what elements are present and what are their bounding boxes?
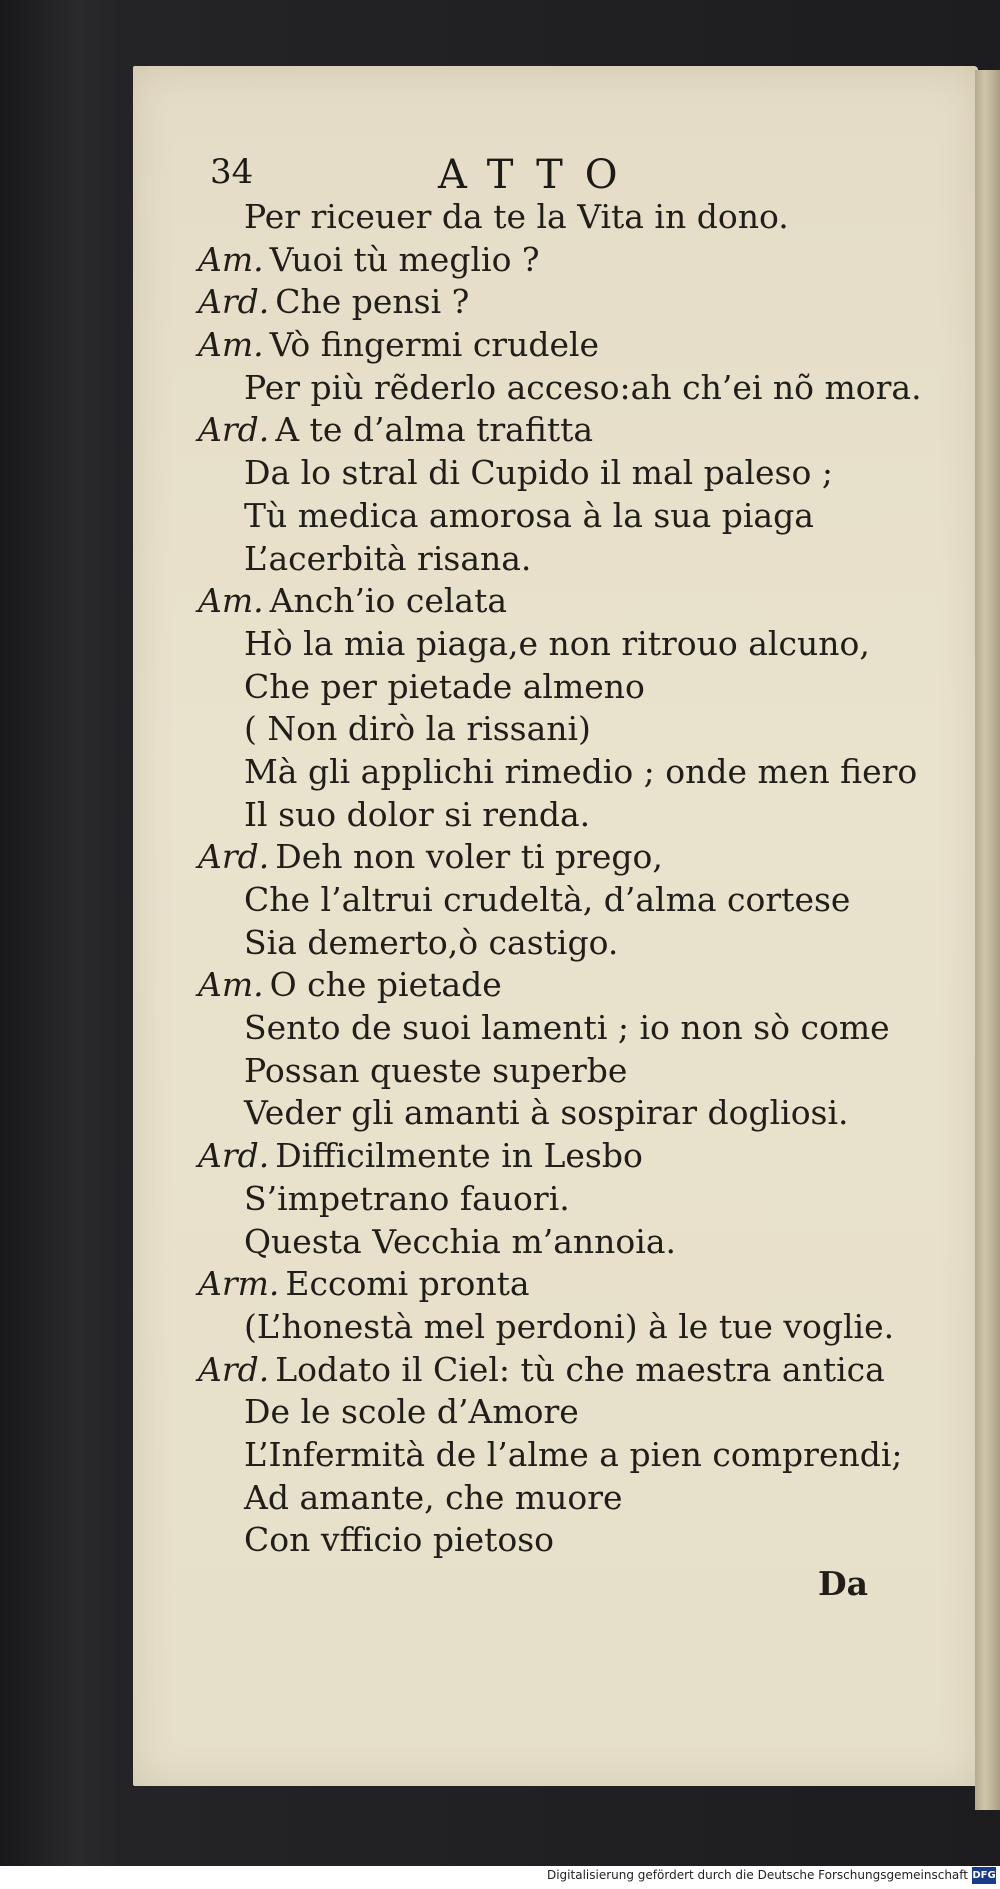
line-text: Anch’io celata bbox=[269, 581, 508, 621]
line-text: Che per pietade almeno bbox=[244, 666, 645, 706]
line-text: Per riceuer da te la Vita in dono. bbox=[244, 197, 789, 236]
line-text: O che pietade bbox=[269, 965, 502, 1005]
speaker-label: Ard. bbox=[198, 1349, 270, 1389]
verse-line bbox=[198, 623, 968, 666]
line-text: Deh non voler ti prego, bbox=[275, 837, 663, 877]
verse-text bbox=[198, 196, 968, 1562]
verse-line bbox=[198, 836, 968, 879]
line-text: Possan queste superbe bbox=[244, 1050, 628, 1090]
verse-line bbox=[198, 495, 968, 538]
line-text: Per più rẽderlo acceso:ah ch’ei nõ mora. bbox=[244, 367, 922, 407]
verse-line bbox=[198, 1135, 968, 1178]
verse-line bbox=[198, 1050, 968, 1093]
line-text: Sia demerto,ò castigo. bbox=[244, 922, 619, 962]
verse-line bbox=[198, 1178, 968, 1221]
verse-line bbox=[198, 879, 968, 922]
verse-line bbox=[198, 409, 968, 452]
verse-line bbox=[198, 1477, 968, 1520]
line-text: Veder gli amanti à sospirar dogliosi. bbox=[244, 1093, 849, 1133]
verse-line bbox=[198, 538, 968, 581]
line-text: Vò fingermi crudele bbox=[269, 325, 600, 365]
line-text: Ad amante, che muore bbox=[244, 1477, 623, 1517]
line-text: (L’honestà mel perdoni) à le tue voglie. bbox=[244, 1306, 895, 1346]
line-text: De le scole d’Amore bbox=[244, 1392, 579, 1432]
line-text: L’Infermità de l’alme a pien comprendi; bbox=[244, 1434, 903, 1474]
verse-line bbox=[198, 708, 968, 751]
verse-line bbox=[198, 922, 968, 965]
funding-notice: Digitalisierung gefördert durch die Deutsche Forschungsgemeinschaft bbox=[546, 1868, 968, 1882]
verse-line bbox=[198, 751, 968, 794]
verse-line bbox=[198, 1434, 968, 1477]
line-text: Mà gli applichi rimedio ; onde men fiero bbox=[244, 751, 918, 791]
verse-line bbox=[198, 452, 968, 495]
verse-line bbox=[198, 324, 968, 367]
line-text: Da lo stral di Cupido il mal paleso ; bbox=[244, 453, 833, 493]
speaker-label: Am. bbox=[198, 965, 264, 1005]
page-number: 34 bbox=[210, 152, 254, 192]
speaker-label: Am. bbox=[198, 581, 264, 621]
line-text: L’acerbità risana. bbox=[244, 538, 532, 578]
speaker-label: Ard. bbox=[198, 282, 270, 322]
speaker-label: Ard. bbox=[198, 1136, 270, 1176]
speaker-label: Ard. bbox=[198, 837, 270, 877]
speaker-label: Arm. bbox=[198, 1264, 280, 1304]
verse-line bbox=[198, 666, 968, 709]
line-text: Hò la mia piaga,e non ritrouo alcuno, bbox=[244, 623, 870, 663]
verse-line bbox=[198, 281, 968, 324]
line-text: Che l’altrui crudeltà, d’alma cortese bbox=[244, 880, 851, 919]
dfg-logo-icon: DFG bbox=[972, 1867, 996, 1884]
running-head: ATTO bbox=[438, 152, 640, 198]
line-text: Questa Vecchia m’annoia. bbox=[244, 1221, 677, 1261]
line-text: ( Non dirò la rissani) bbox=[244, 709, 591, 749]
verse-line bbox=[198, 580, 968, 623]
verse-line bbox=[198, 1221, 968, 1264]
line-text: A te d’alma trafitta bbox=[275, 410, 594, 450]
verse-line bbox=[198, 1391, 968, 1434]
line-text: Sento de suoi lamenti ; io non sò come bbox=[244, 1008, 890, 1048]
speaker-label: Am. bbox=[198, 239, 264, 279]
verse-line bbox=[198, 196, 968, 239]
line-text: Il suo dolor si renda. bbox=[244, 794, 591, 834]
verse-line bbox=[198, 1306, 968, 1349]
adjacent-page-edge bbox=[975, 70, 1000, 1810]
verse-line bbox=[198, 964, 968, 1007]
speaker-label: Am. bbox=[198, 325, 264, 365]
verse-line bbox=[198, 1349, 968, 1392]
line-text: Che pensi ? bbox=[275, 282, 470, 322]
line-text: Lodato il Ciel: tù che maestra antica bbox=[275, 1349, 885, 1389]
line-text: Con vfficio pietoso bbox=[244, 1520, 555, 1560]
verse-line bbox=[198, 239, 968, 282]
line-text: Vuoi tù meglio ? bbox=[269, 239, 540, 279]
verse-line bbox=[198, 1092, 968, 1135]
verse-line bbox=[198, 1519, 968, 1562]
catchword: Da bbox=[818, 1564, 868, 1603]
line-text: S’impetrano fauori. bbox=[244, 1178, 570, 1218]
line-text: Difficilmente in Lesbo bbox=[275, 1136, 643, 1176]
line-text: Eccomi pronta bbox=[285, 1264, 530, 1304]
line-text: Tù medica amorosa à la sua piaga bbox=[244, 495, 814, 535]
speaker-label: Ard. bbox=[198, 410, 270, 450]
verse-line bbox=[198, 794, 968, 837]
verse-line bbox=[198, 367, 968, 410]
verse-line bbox=[198, 1007, 968, 1050]
verse-line bbox=[198, 1263, 968, 1306]
